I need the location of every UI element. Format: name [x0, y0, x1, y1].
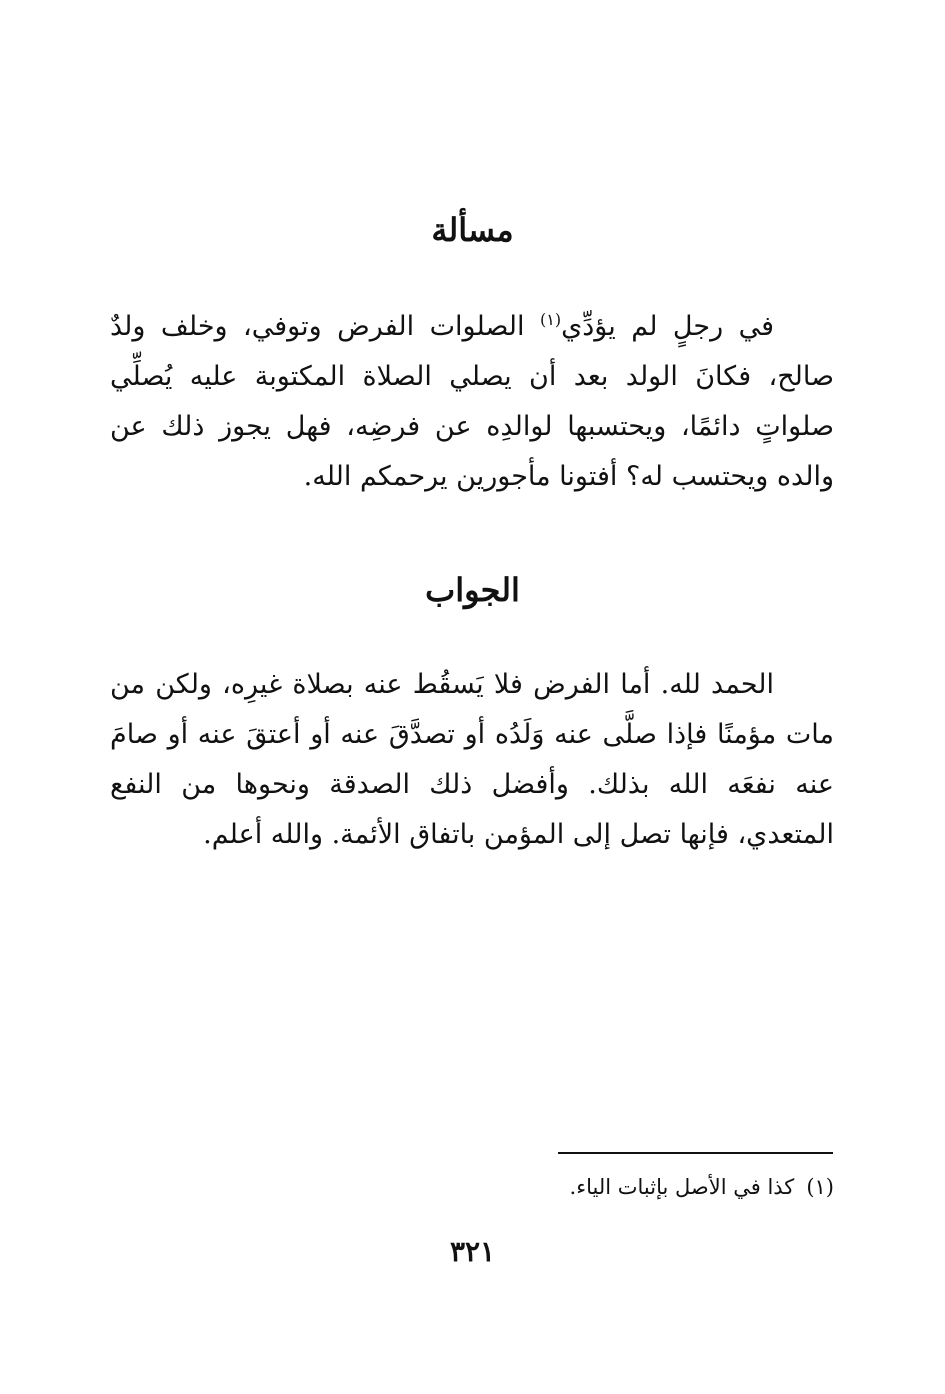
- page-number: ٣٢١: [449, 1235, 496, 1268]
- footnote-number: (١): [806, 1175, 834, 1199]
- footnote-text: كذا في الأصل بإثبات الياء.: [569, 1175, 795, 1199]
- footnote-divider: [558, 1152, 833, 1154]
- footnote-reference[interactable]: (١): [540, 310, 562, 329]
- answer-heading: الجواب: [425, 571, 520, 609]
- question-heading: مسألة: [431, 211, 514, 249]
- answer-paragraph: الحمد لله. أما الفرض فلا يَسقُط عنه بصلاة غيرِه، ولكن من مات مؤمنًا فإذا صلَّى عنه وَلَدُه أو تصدَّقَ عنه أو أعتقَ عنه أو صامَ عنه نفعَه الله بذلك. وأفضل ذلك الصدقة ونحوها من النفع المتعدي، فإنها تصل إلى المؤمن باتفاق الأئمة. والله أعلم.: [110, 669, 834, 850]
- question-text-start: في رجلٍ لم يؤدِّي: [561, 311, 775, 342]
- footnote-item: [110, 1170, 834, 1204]
- question-paragraph: [110, 302, 834, 502]
- question-text-rest: الصلوات الفرض وتوفي، وخلف ولدٌ صالح، فكانَ الولد بعد أن يصلي الصلاة المكتوبة عليه يُصلِّي صلواتٍ دائمًا، ويحتسبها لوالدِه عن فرضِه، فهل يجوز ذلك عن والده ويحتسب له؟ أفتونا مأجورين يرحمكم الله.: [110, 311, 834, 492]
